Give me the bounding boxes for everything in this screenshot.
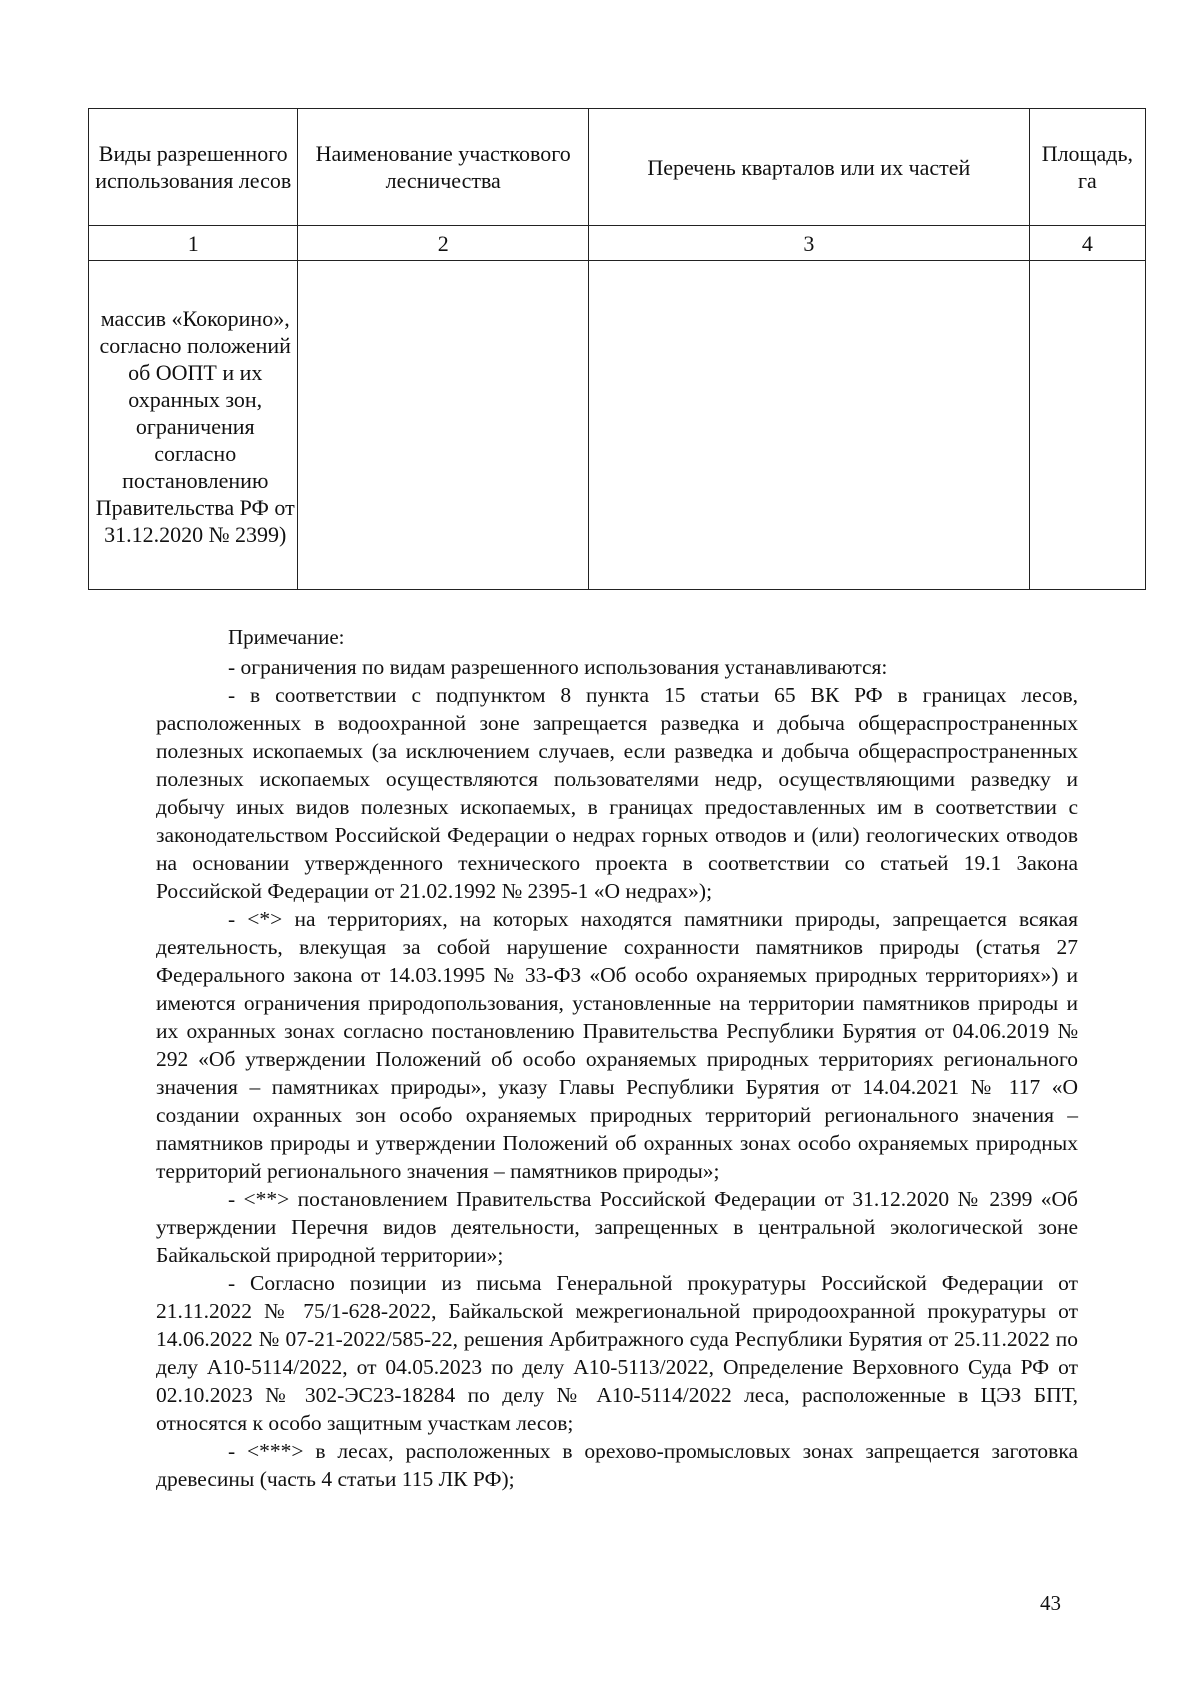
page-number: 43: [1040, 1591, 1061, 1615]
column-number: 3: [588, 226, 1029, 261]
header-area: Площадь, га: [1029, 109, 1145, 226]
note-paragraph: - <*> на территориях, на которых находятся памятники природы, запрещается всякая деятельность, влекущая за собой нарушение сохранности памятников природы (статья 27 Федерального закона от 14.03.1995 № 33-ФЗ «Об особо охраняемых природных территориях») и имеются ограничения природопользования, установленные на территории памятников природы и их охранных зонах согласно постановлению Правительства Республики Бурятия от 04.06.2019 № 292 «Об утверждении Положений об особо охраняемых природных территориях регионального значения – памятниках природы», указу Главы Республики Бурятия от 14.04.2021 № 117 «О создании охранных зон особо охраняемых природных территорий регионального значения – памятников природы и утверждении Положений об охранных зонах особо охраняемых природных территорий регионального значения – памятников природы»;: [156, 907, 1078, 1183]
cell-use-type: массив «Кокорино», согласно положений об ООПТ и их охранных зон, ограничения согласно постановлению Правительства РФ от 31.12.2020 № 2399): [89, 261, 298, 590]
forest-use-table: [88, 108, 1146, 590]
note-paragraph: - <**> постановлением Правительства Российской Федерации от 31.12.2020 № 2399 «Об утверждении Перечня видов деятельности, запрещенных в центральной экологической зоне Байкальской природной территории»;: [156, 1187, 1078, 1267]
cell-forestry: [298, 261, 588, 590]
header-forestry-name: Наименование участкового лесничества: [298, 109, 588, 226]
notes-title: Примечание:: [228, 625, 345, 649]
table-header-row: [89, 109, 1146, 226]
column-number: 2: [298, 226, 588, 261]
table-number-row: [89, 226, 1146, 261]
note-paragraph: - <***> в лесах, расположенных в орехово-промысловых зонах запрещается заготовка древесины (часть 4 статьи 115 ЛК РФ);: [156, 1439, 1078, 1491]
column-number: 1: [89, 226, 298, 261]
header-use-types: Виды разрешенного использования лесов: [89, 109, 298, 226]
note-paragraph: - ограничения по видам разрешенного использования устанавливаются:: [228, 655, 888, 679]
notes-body: [156, 653, 1078, 1493]
note-paragraph: - в соответствии с подпунктом 8 пункта 15 статьи 65 ВК РФ в границах лесов, расположенных в водоохранной зоне запрещается разведка и добыча общераспространенных полезных ископаемых (за исключением случаев, если разведка и добыча общераспространенных полезных ископаемых осуществляются пользователями недр, осуществляющими разведку и добычу иных видов полезных ископаемых, в границах предоставленных им в соответствии с законодательством Российской Федерации о недрах горных отводов и (или) геологических отводов на основании утвержденного технического проекта в соответствии со статьей 19.1 Закона Российской Федерации от 21.02.1992 № 2395-1 «О недрах»);: [156, 683, 1078, 903]
header-quarters-list: Перечень кварталов или их частей: [588, 109, 1029, 226]
note-paragraph: - Согласно позиции из письма Генеральной прокуратуры Российской Федерации от 21.11.2022 № 75/1-628-2022, Байкальской межрегиональной природоохранной прокуратуры от 14.06.2022 № 07-21-2022/585-22, решения Арбитражного суда Республики Бурятия от 25.11.2022 по делу А10-5114/2022, от 04.05.2023 по делу А10-5113/2022, Определение Верховного Суда РФ от 02.10.2023 № 302-ЭС23-18284 по делу № А10-5114/2022 леса, расположенные в ЦЭЗ БПТ, относятся к особо защитным участкам лесов;: [156, 1271, 1078, 1435]
table-row: [89, 261, 1146, 590]
column-number: 4: [1029, 226, 1145, 261]
cell-area: [1029, 261, 1145, 590]
cell-quarters: [588, 261, 1029, 590]
